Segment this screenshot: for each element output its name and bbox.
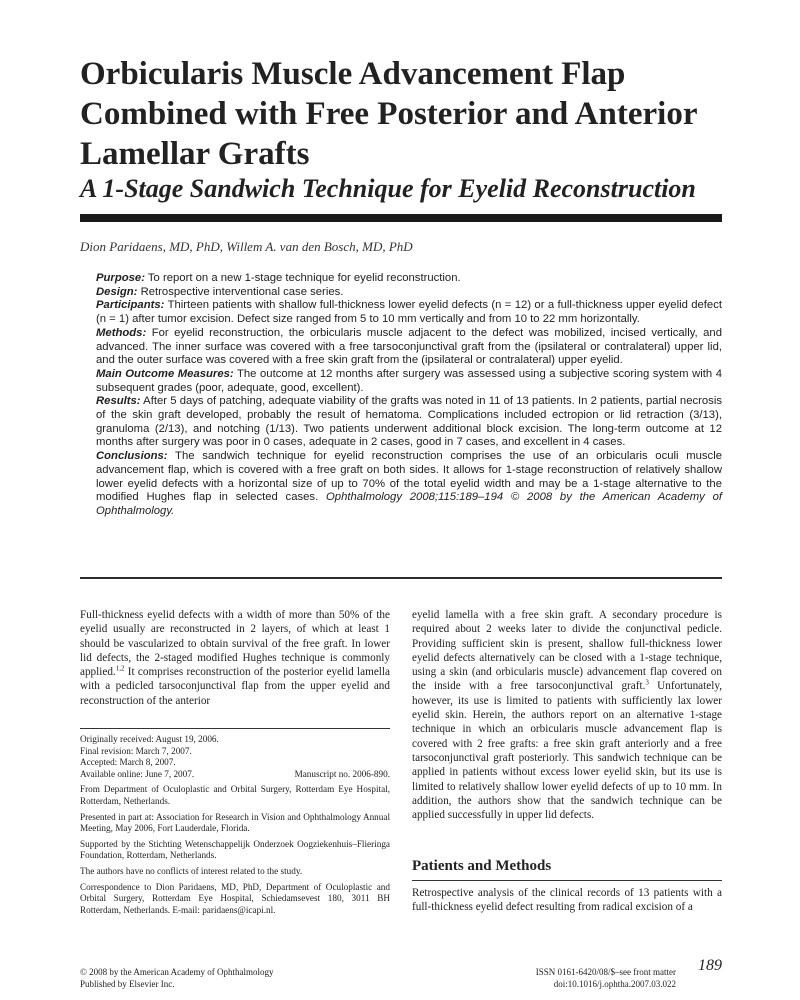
abstract-participants-text: Thirteen patients with shallow full-thickness lower eyelid defects (n = 12) or a full-thickness upper eyelid defect (n = 1) after tumor excision. Defect size ranged from 5 to 10 mm vertically and from 10 to 22 mm horizontally. <box>96 299 722 326</box>
copyright-line: © 2008 by the American Academy of Ophthalmology <box>80 967 274 977</box>
abstract-design-text: Retrospective interventional case series. <box>140 285 344 298</box>
department-note: From Department of Oculoplastic and Orbital Surgery, Rotterdam Eye Hospital, Rotterdam, Netherlands. <box>80 784 390 806</box>
publisher-line: Published by Elsevier Inc. <box>80 979 175 989</box>
abstract-citation: Ophthalmology 2008;115:189–194 © 2008 by the American Academy of Ophthalmology. <box>96 491 723 517</box>
abstract-methods <box>80 327 722 368</box>
abstract-purpose-text: To report on a new 1-stage technique for eyelid reconstruction. <box>147 272 461 284</box>
accepted-date: Accepted: March 8, 2007. <box>80 757 176 768</box>
manuscript-number: Manuscript no. 2006-890. <box>294 768 390 779</box>
footer-left <box>80 966 274 990</box>
section-heading-rule <box>412 880 722 881</box>
abstract-outcome-label: Main Outcome Measures: <box>96 367 234 380</box>
conflicts-note: The authors have no conflicts of interest related to the study. <box>80 865 303 876</box>
online-date: Available online: June 7, 2007. <box>80 768 195 779</box>
abstract-participants-label: Participants: <box>96 299 165 312</box>
article-subtitle: A 1-Stage Sandwich Technique for Eyelid Reconstruction <box>80 174 696 203</box>
abstract-divider <box>80 577 722 579</box>
body-right-column <box>412 608 722 822</box>
abstract-results-text: After 5 days of patching, adequate viability of the grafts was noted in 11 of 13 patients. In 2 patients, partial necrosis of the skin graft developed, probably the result of hematoma. Complications included ectropion or lid retraction (3/13), granuloma (2/13), and notching (1/13). Two patients underwent additional block excision. The long-term outcome at 12 months after surgery was poor in 0 cases, adequate in 2 cases, good in 7 cases, and excellent in 4 cases. <box>96 395 722 449</box>
issn-line: ISSN 0161-6420/08/$–see front matter <box>535 967 676 977</box>
intro-continued-paragraph <box>412 608 722 822</box>
abstract-methods-text: For eyelid reconstruction, the orbicularis muscle adjacent to the defect was mobilized, incised vertically, and advanced. The inner surface was covered with a free tarsoconjunctival graft from the (ipsilateral or contralateral) upper lid, and the outer surface was covered with a free skin graft from the (ipsilateral or contralateral) upper eyelid. <box>96 326 722 367</box>
page-number: 189 <box>698 957 722 974</box>
footnote-divider <box>80 728 390 729</box>
citation-ref-1-2: 1,2 <box>115 664 125 673</box>
correspondence-note: Correspondence to Dion Paridaens, MD, PhD, Department of Oculoplastic and Orbital Surgery, Rotterdam Eye Hospital, Schiedamsevest 180, 3011 BH Rotterdam, Netherlands. E-mail: paridaens@icapi.nl. <box>80 881 390 915</box>
footer-right <box>490 966 676 990</box>
abstract-conclusions-label: Conclusions: <box>96 450 168 463</box>
body-left-column <box>80 608 390 708</box>
intro-continued-text-b: Unfortunately, however, its use is limited to patients with sufficiently lax lower eyelid skin. Herein, the authors report on an alternative 1-stage technique in which an orbicularis muscle advancement flap is covered with 2 free grafts: a free skin graft anteriorly and a free tarsoconjunctival graft posteriorly. This sandwich technique can be applied in patients without excess lower eyelid skin, but its use is limited to relatively shallow lower eyelid defects of up to 10 mm. In addition, the authors show that the sandwich technique can be applied successfully in upper lid defects. <box>412 680 722 822</box>
support-note: Supported by the Stichting Wetenschappelijk Onderzoek Oogziekenhuis–Flieringa Foundation, Rotterdam, Netherlands. <box>80 838 390 861</box>
methods-paragraph: Retrospective analysis of the clinical records of 13 patients with a full-thickness eyelid defect resulting from radical excision of a <box>412 887 722 914</box>
abstract-purpose-label: Purpose: <box>96 272 145 284</box>
article-title: Orbicularis Muscle Advancement Flap Combined with Free Posterior and Anterior Lamellar Grafts <box>80 56 697 172</box>
presented-note: Presented in part at: Association for Research in Vision and Ophthalmology Annual Meeting, May 2006, Fort Lauderdale, Florida. <box>80 811 390 834</box>
abstract-participants <box>80 299 722 326</box>
abstract-outcome <box>80 368 722 395</box>
title-divider <box>80 214 722 222</box>
abstract-purpose <box>80 272 722 286</box>
methods-column <box>412 886 722 915</box>
abstract-results-label: Results: <box>96 395 141 408</box>
abstract-conclusions <box>80 450 722 519</box>
abstract-design-label: Design: <box>96 285 138 298</box>
abstract-design <box>80 286 722 300</box>
received-date: Originally received: August 19, 2006. <box>80 734 219 744</box>
intro-continued-text-a: eyelid lamella with a free skin graft. A secondary procedure is required about 2 weeks later to divide the conjunctival pedicle. Providing sufficient skin is present, shallow full-thickness lower eyelid defects alternatively can be closed with a 1-stage technique, using a skin (and orbicularis muscle) advancement flap covered on the inside with a free tarsoconjunctival graft. <box>412 609 722 693</box>
abstract-methods-label: Methods: <box>96 326 147 339</box>
article-footnotes <box>80 734 390 920</box>
revision-date: Final revision: March 7, 2007. <box>80 745 192 756</box>
abstract-conclusions-text: The sandwich technique for eyelid reconstruction comprises the use of an orbicularis oculi muscle advancement flap, which is covered with a free graft on both sides. It allows for 1-stage reconstruction of relatively shallow lower eyelid defects with a horizontal size of up to 70% of the total eyelid width and may be a 1-stage alternative to the modified Hughes flap in selected cases. <box>96 450 723 504</box>
doi-line: doi:10.1016/j.ophtha.2007.03.022 <box>553 979 676 989</box>
abstract <box>80 272 722 519</box>
citation-ref-3: 3 <box>645 678 649 687</box>
intro-text-a: Full-thickness eyelid defects with a width of more than 50% of the eyelid usually are reconstructed in 2 layers, of which at least 1 should be vascularized to obtain survival of the free graft. In lower lid defects, the 2-staged modified Hughes technique is commonly applied. <box>80 609 390 679</box>
abstract-results <box>80 395 722 450</box>
section-heading-patients-methods: Patients and Methods <box>412 858 552 874</box>
intro-paragraph <box>80 608 390 708</box>
abstract-outcome-text: The outcome at 12 months after surgery was assessed using a subjective scoring system with 4 subsequent grades (poor, adequate, good, excellent). <box>96 367 723 394</box>
author-list: Dion Paridaens, MD, PhD, Willem A. van den Bosch, MD, PhD <box>80 239 413 254</box>
intro-text-b: It comprises reconstruction of the posterior eyelid lamella with a pedicled tarsoconjunctival flap from the upper eyelid and reconstruction of the anterior <box>80 666 390 707</box>
online-row <box>80 769 390 781</box>
